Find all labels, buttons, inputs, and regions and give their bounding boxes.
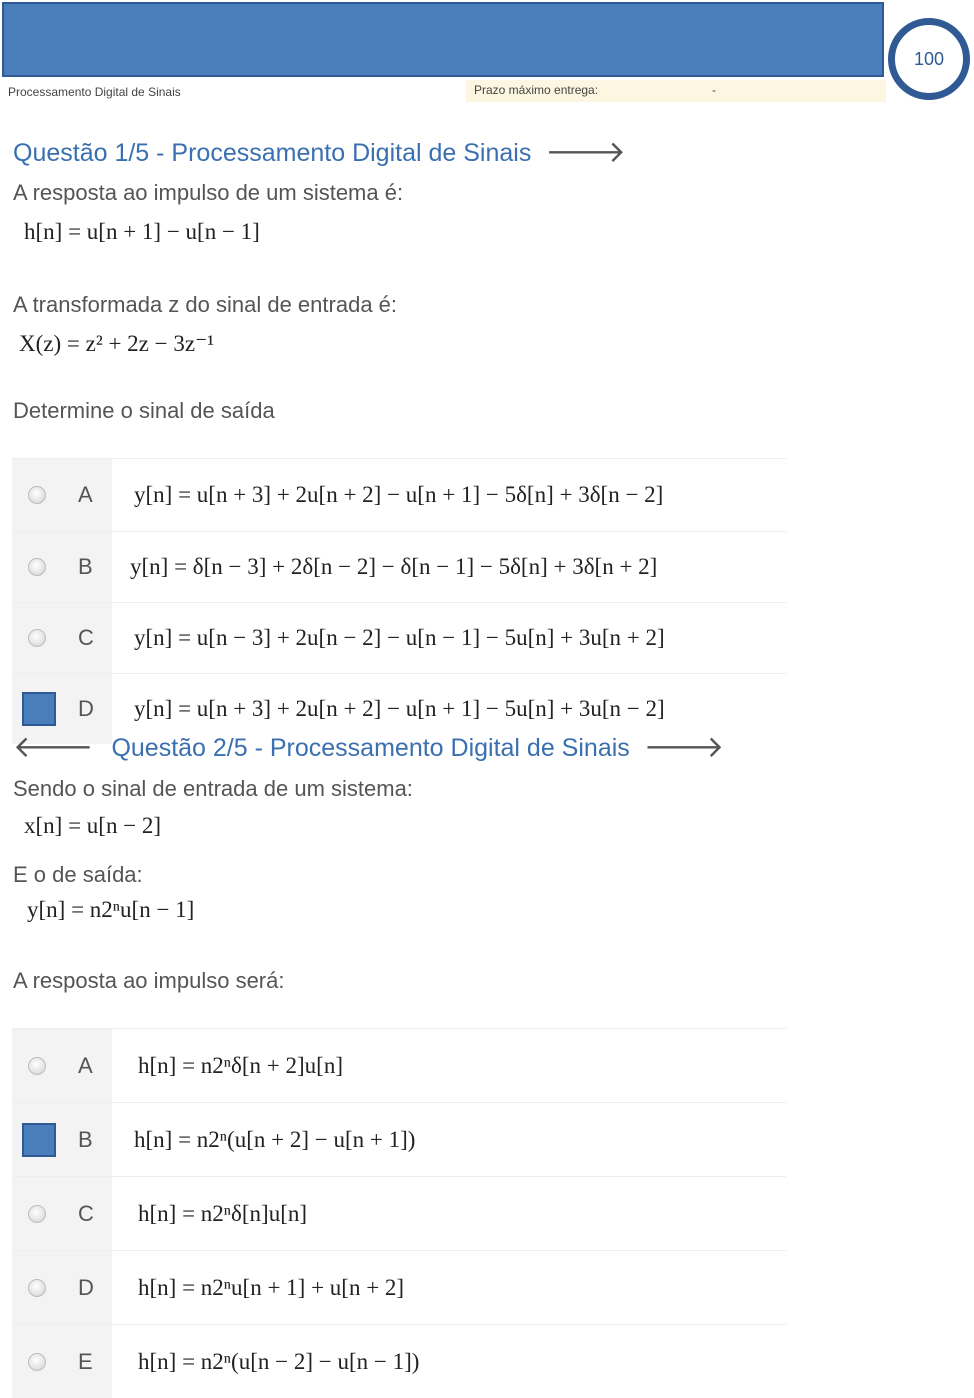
- question-1-header: [13, 138, 626, 168]
- question-1-title: Questão 1/5 - Processamento Digital de Sinais: [13, 138, 532, 167]
- selected-answer-marker[interactable]: [22, 1123, 56, 1157]
- next-question-arrow-icon[interactable]: 🡒: [643, 731, 725, 764]
- q1-option-c[interactable]: [12, 602, 786, 673]
- q1-text-2: A transformada z do sinal de entrada é:: [13, 292, 398, 317]
- q1-equation-2: X(z) = z² + 2z − 3z⁻¹: [19, 331, 215, 356]
- option-letter: C: [78, 1200, 94, 1226]
- option-expression: y[n] = u[n + 3] + 2u[n + 2] − u[n + 1] − 5δ[n] + 3δ[n − 2]: [134, 482, 664, 507]
- selected-answer-marker[interactable]: [22, 692, 56, 726]
- question-2-title: Questão 2/5 - Processamento Digital de Sinais: [111, 733, 630, 762]
- deadline-value: -: [712, 83, 716, 97]
- q2-options: [12, 1028, 786, 1398]
- option-expression: h[n] = n2ⁿ(u[n + 2] − u[n + 1]): [134, 1126, 416, 1152]
- deadline-bar: [466, 80, 886, 102]
- q2-option-b[interactable]: [12, 1102, 786, 1176]
- q1-options: [12, 458, 786, 744]
- option-letter: B: [78, 1126, 93, 1152]
- q2-equation-1: x[n] = u[n − 2]: [24, 813, 162, 838]
- q2-equation-2: y[n] = n2ⁿu[n − 1]: [27, 897, 195, 922]
- option-letter: B: [78, 554, 93, 579]
- header-banner: [2, 2, 884, 77]
- radio-button[interactable]: [28, 1279, 46, 1297]
- q1-intro: A resposta ao impulso de um sistema é:: [13, 180, 404, 205]
- option-expression: h[n] = n2ⁿδ[n + 2]u[n]: [138, 1052, 343, 1078]
- q1-option-b[interactable]: [12, 531, 786, 602]
- q2-text-2: E o de saída:: [13, 862, 143, 887]
- deadline-label: Prazo máximo entrega:: [474, 83, 599, 97]
- radio-button[interactable]: [28, 486, 46, 504]
- option-letter: E: [78, 1348, 93, 1374]
- q2-prompt: A resposta ao impulso será:: [13, 968, 285, 993]
- option-letter: C: [78, 625, 94, 650]
- q2-option-d[interactable]: [12, 1250, 786, 1324]
- option-expression: h[n] = n2ⁿ(u[n − 2] − u[n − 1]): [138, 1348, 420, 1374]
- question-2-header: [13, 733, 724, 763]
- option-letter: A: [78, 482, 93, 507]
- radio-button[interactable]: [28, 558, 46, 576]
- option-expression: h[n] = n2ⁿu[n + 1] + u[n + 2]: [138, 1274, 405, 1300]
- radio-button[interactable]: [28, 629, 46, 647]
- next-question-arrow-icon[interactable]: 🡒: [545, 136, 626, 169]
- previous-question-arrow-icon[interactable]: 🡐: [13, 731, 94, 764]
- option-expression: y[n] = δ[n − 3] + 2δ[n − 2] − δ[n − 1] − 5δ[n] + 3δ[n + 2]: [130, 554, 658, 579]
- q1-option-a[interactable]: [12, 458, 786, 531]
- option-letter: D: [78, 696, 94, 721]
- q2-option-c[interactable]: [12, 1176, 786, 1250]
- score-value: 100: [913, 48, 945, 69]
- option-expression: h[n] = n2ⁿδ[n]u[n]: [138, 1200, 308, 1226]
- option-letter: D: [78, 1274, 94, 1300]
- radio-button[interactable]: [28, 1057, 46, 1075]
- option-letter: A: [78, 1052, 93, 1078]
- score-badge: [888, 18, 970, 100]
- radio-button[interactable]: [28, 1353, 46, 1371]
- q1-equation-1: h[n] = u[n + 1] − u[n − 1]: [24, 219, 260, 244]
- q2-option-e[interactable]: [12, 1324, 786, 1398]
- option-expression: y[n] = u[n + 3] + 2u[n + 2] − u[n + 1] − 5u[n] + 3u[n − 2]: [134, 696, 665, 721]
- course-name: Processamento Digital de Sinais: [8, 85, 181, 99]
- q2-option-a[interactable]: [12, 1028, 786, 1102]
- radio-button[interactable]: [28, 1205, 46, 1223]
- option-expression: y[n] = u[n − 3] + 2u[n − 2] − u[n − 1] − 5u[n] + 3u[n + 2]: [134, 625, 665, 650]
- q2-intro: Sendo o sinal de entrada de um sistema:: [13, 776, 413, 801]
- q1-prompt: Determine o sinal de saída: [13, 398, 275, 423]
